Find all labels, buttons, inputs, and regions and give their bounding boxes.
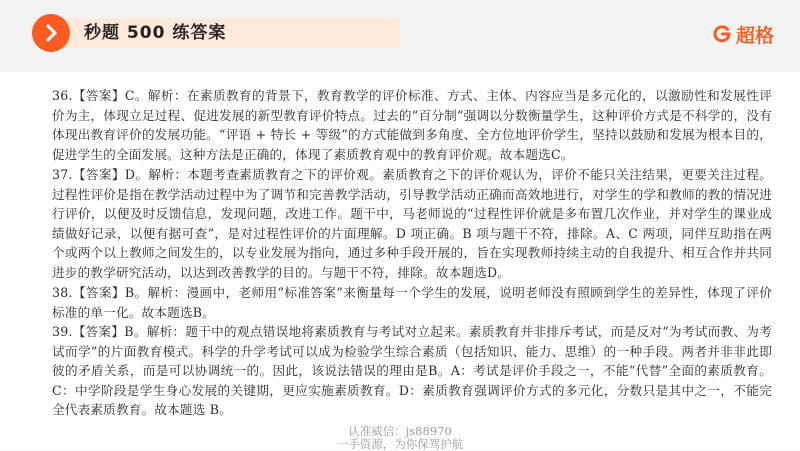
- brand-name: 超格: [735, 24, 774, 47]
- watermark-line-1: 认准威信：js88970: [348, 424, 452, 438]
- answer-39: 39.【答案】B。解析：题干中的观点错误地将素质教育与考试对立起来。素质教育并非排斥考试，而是反对“为考试而教、为考试而学”的片面教育模式。科学的升学考试可以成为检验学生综合素质（包括知识、能力、思维）的一种手段。两者并非非此即彼的矛盾关系，而是可以协调统一的。因此，该说法错误的理由是B。A：考试是评价手段之一，不能“代替”全面的素质教育。C：中学阶段是学生身心发展的关键期，更应实施素质教育。D：素质教育强调评价方式的多元化，分数只是其中之一，不能完全代表素质教育。故本题选 B。: [52, 324, 772, 418]
- answer-36: 36.【答案】C。解析：在素质教育的背景下，教育教学的评价标准、方式、主体、内容应当是多元化的，以激励性和发展性评价为主，体现立足过程、促进发展的新型教育评价特点。过去的“百分制”强调以分数衡量学生，这种评价方式是不科学的，没有体现出教育评价的发展功能。“评语 + 特长 + 等级”的方式能做到多角度、全方位地评价学生，坚持以鼓励和发展为根本目的，促进学生的全面发展。这种方法是正确的，体现了素质教育观中的教育评价观。故本题选C。: [52, 88, 772, 162]
- watermark-line-2: 一手资源，为你保驾护航: [336, 437, 464, 451]
- brand-logo: [712, 20, 774, 48]
- page-title: 秒题 500 练答案: [84, 23, 227, 43]
- answer-37: 37.【答案】D。解析：本题考查素质教育之下的评价观。素质教育之下的评价观认为，评价不能只关注结果，更要关注过程。过程性评价是指在教学活动过程中为了调节和完善教学活动，引导教学活动正确而高效地进行，对学生的学和教师的教的情况进行评价，以便及时反馈信息，发现问题，改进工作。题干中，马老师说的“过程性评价就是多布置几次作业，并对学生的课业成绩做好记录，以便有据可查”，是对过程性评价的片面理解。D 项正确。B 项与题干不符，排除。A、C 两项，同伴互助指在两个或两个以上教师之间发生的，以专业发展为指向，通过多种手段开展的，旨在实现教师持续主动的自我提升、相互合作并共同进步的教学研究活动，以达到改善教学的目的。与题干不符，排除。故本题选D。: [52, 167, 772, 280]
- answer-content: [0, 72, 800, 450]
- chevron-right-icon: [32, 14, 70, 52]
- brand-g-icon: [712, 24, 732, 44]
- answer-38: 38.【答案】B。解析：漫画中，老师用“标准答案”来衡量每一个学生的发展，说明老师没有照顾到学生的差异性，体现了评价标准的单一化。故本题选B。: [52, 285, 772, 320]
- header-bar: [0, 0, 800, 68]
